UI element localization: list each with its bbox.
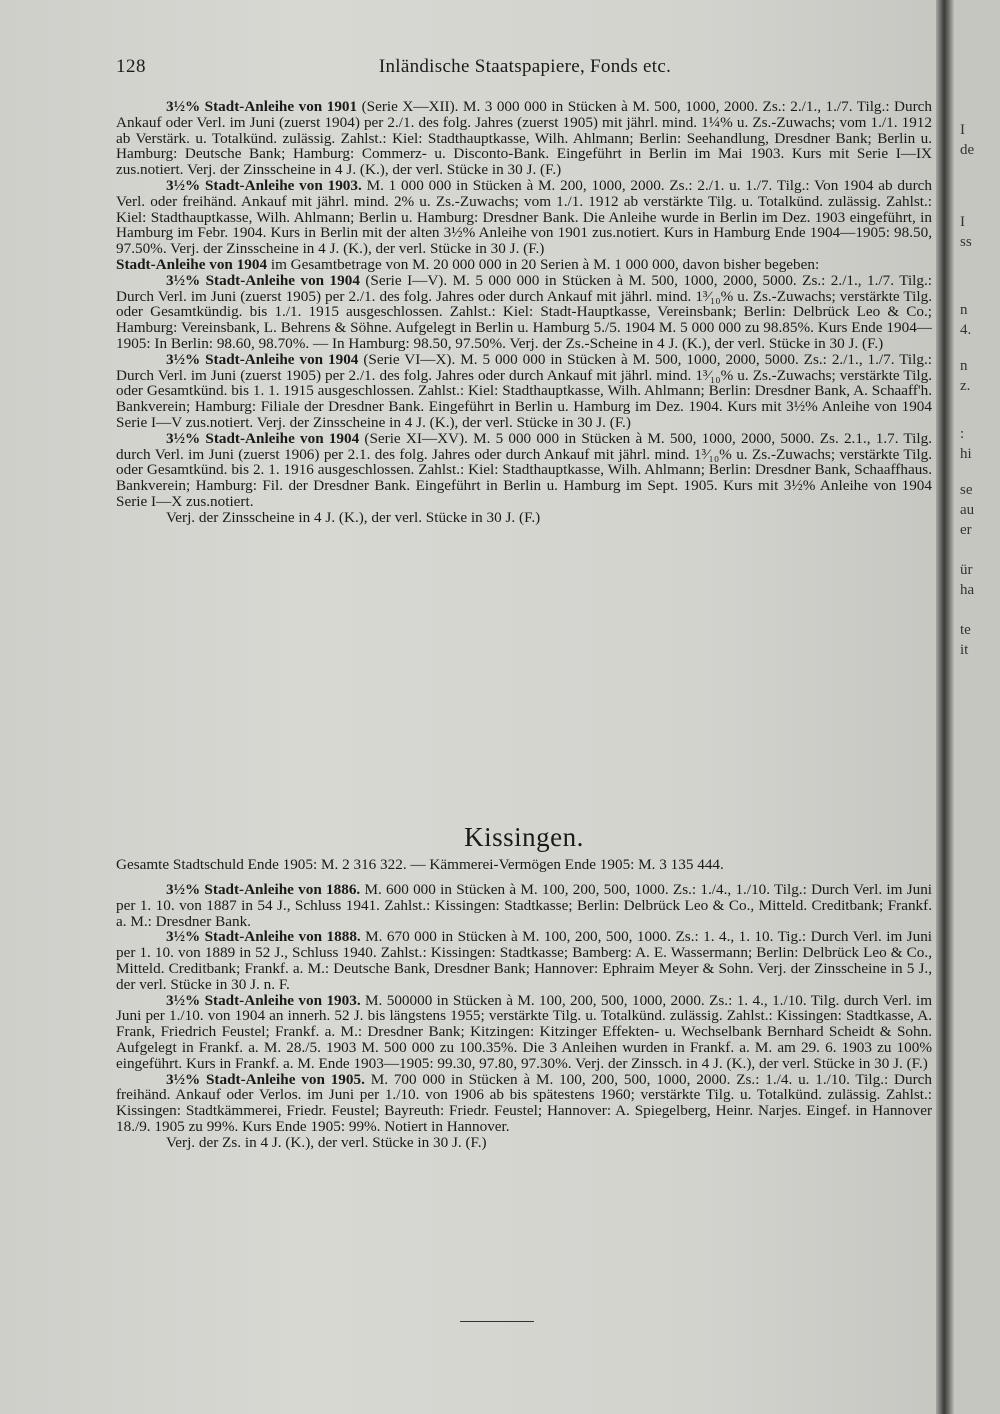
bond-entry <box>116 929 932 992</box>
adjacent-page-fragment: te <box>960 622 971 638</box>
adjacent-page-fragment: ha <box>960 582 975 598</box>
bond-entry <box>116 99 932 178</box>
bond-description: M. 700 000 in Stücken à M. 100, 200, 500, 1000, 2000. Zs.: 1./4. u. 1./10. Tilg.: Durch freihänd. Ankauf oder Verlos. im Juni per 1./10. von 1906 ab bis spätestens 1960; verstärkte Tilg. u. Totalkünd. zulässig. Zahlst.: Kissingen: Stadtkämmerei, Friedr. Feustel; Bayreuth: Friedr. Feustel; Hannover: A. Spiegelberg, Heinr. Narjes. Eingef. in Hannover 18./9. 1905 zu 99%. Kurs Ende 1905: 99%. Notiert in Hannover. <box>116 1070 932 1135</box>
city-summary-text: Gesamte Stadtschuld Ende 1905: M. 2 316 322. — Kämmerei-Vermögen Ende 1905: M. 3 135 444. <box>116 856 724 873</box>
adjacent-page-fragment: n <box>960 302 968 318</box>
bond-entry <box>116 510 932 526</box>
bond-description: Verj. der Zs. in 4 J. (K.), der verl. Stücke in 30 J. (F.) <box>166 1133 487 1151</box>
bond-description: (Serie X—XII). M. 3 000 000 in Stücken à M. 500, 1000, 2000. Zs.: 2./1., 1./7. Tilg.: Durch Ankauf oder Verl. im Juni (zuerst 1904) per 2./1. des folg. Jahres (zuerst 1905) mit jährl. mind. 1¼% u. Zs.-Zuwachs; vom 1./1. 1912 ab Verstärk. u. Totalkünd. zulässig. Zahlst.: Kiel: Stadthauptkasse, Wilh. Ahlmann; Berlin: Seehandlung, Dresdner Bank; Berlin u. Hamburg: Deutsche Bank; Hamburg: Commerz- u. Disconto-Bank. Eingeführt in Berlin im Mai 1903. Kurs mit Serie I—IX zus.notiert. Verj. der Zinsscheine in 4 J. (K.), der verl. Stücke in 30 J. (F.) <box>116 98 932 179</box>
bond-description: (Serie VI—X). M. 5 000 000 in Stücken à M. 500, 1000, 2000, 5000. Zs.: 2./1., 1./7. Tilg.: Durch Verl. im Juni (zuerst 1905) per 2./1. des folg. Jahres oder durch Ankauf mit jährl. mind. 1³⁄₁₀% u. Zs.-Zuwachs; verstärkte Tilg. oder Gesamtkünd. bis 1. 1. 1915 ausgeschlossen. Zahlst.: Kiel: Stadthauptkasse, Wilh. Ahlmann; Berlin: Dresdner Bank, A. Schaaff'h. Bankverein; Hamburg: Filiale der Dresdner Bank. Eingeführt in Berlin u. Hamburg im Dez. 1904. Kurs mit 3½% Anleihe von 1904 Serie I—V zus.notiert. Verj. der Zinsscheine in 4 J. (K.), der verl. Stücke in 30 J. (F.) <box>116 350 932 431</box>
adjacent-page-fragment: n <box>960 358 968 374</box>
bond-entry <box>116 257 932 273</box>
city-title: Kissingen. <box>464 822 584 852</box>
bond-entry <box>116 1135 932 1151</box>
bond-entry <box>116 178 932 257</box>
bond-entry <box>116 273 932 352</box>
bond-heading: 3½% Stadt-Anleihe von 1905. <box>166 1070 365 1088</box>
bond-heading: 3½% Stadt-Anleihe von 1903. <box>166 176 362 194</box>
adjacent-page-fragment: I <box>960 122 965 138</box>
section-kissingen-anleihen <box>116 882 932 1151</box>
bond-description: im Gesamtbetrage von M. 20 000 000 in 20 Serien à M. 1 000 000, davon bisher begeben: <box>267 255 820 273</box>
bond-heading: Stadt-Anleihe von 1904 <box>116 255 268 273</box>
bond-description: (Serie I—V). M. 5 000 000 in Stücken à M. 500, 1000, 2000, 5000. Zs.: 2./1., 1./7. Tilg.: Durch Verl. im Juni (zuerst 1905) per 2./1. des folg. Jahres oder durch Ankauf mit jährl. mind. 1³⁄₁₀% u. Zs.-Zuwachs; verstärkte Tilg. oder Gesamtkündig. bis 1./1. 1915 ausgeschlossen. Zahlst.: Kiel: Stadt-Hauptkasse, Vereinsbank; Berlin: Delbrück Leo & Co.; Hamburg: Vereinsbank, L. Behrens & Söhne. Aufgelegt in Berlin u. Hamburg 5./5. 1904 M. 5 000 000 zu 98.85%. Kurs Ende 1904—1905: In Berlin: 98.60, 98.70%. — In Hamburg: 98.50, 97.50%. Verj. der Zs.-Scheine in 4 J. (K.), der verl. Stücke in 30 J. (F.) <box>116 271 932 352</box>
book-gutter <box>936 0 954 1414</box>
adjacent-page-fragment: au <box>960 502 975 518</box>
page-header <box>116 56 934 82</box>
bond-heading: 3½% Stadt-Anleihe von 1903. <box>166 991 361 1009</box>
adjacent-page-fragment: : <box>960 426 965 442</box>
bond-description: M. 1 000 000 in Stücken à M. 200, 1000, 2000. Zs.: 2./1. u. 1./7. Tilg.: Von 1904 ab durch Verl. oder freihänd. Ankauf mit jährl. mind. 2% u. Zs.-Zuwachs; vom 1./1. 1912 ab verstärkte Tilg. u. Totalkünd. zulässig. Zahlst.: Kiel: Stadthauptkasse, Wilh. Ahlmann; Berlin u. Hamburg: Dresdner Bank. Die Anleihe wurde in Berlin im Dez. 1903 eingeführt, in Hamburg im Febr. 1904. Kurs in Berlin mit der alten 3½% Anleihe von 1901 zus.notiert. Kurs in Hamburg Ende 1904—1905: 98.50, 97.50%. Verj. der Zinsscheine in 4 J. (K.), der verl. Stücke in 30 J. (F.) <box>116 176 932 258</box>
bond-description: (Serie XI—XV). M. 5 000 000 in Stücken à M. 500, 1000, 2000, 5000. Zs. 2.1., 1.7. Tilg. durch Verl. im Juni (zuerst 1906) per 2.1. des folg. Jahres oder durch Ankauf mit jährl. mind. 1³⁄₁₀% u. Zs.-Zuwachs; verstärkte Tilg. oder Gesamtkünd. bis 2. 1. 1916 ausgeschlossen. Zahlst.: Kiel: Stadthauptkasse, Wilh. Ahlmann; Berlin: Dresdner Bank, Schaaffhaus. Bankverein; Hamburg: Fil. der Dresdner Bank. Eingeführt in Berlin u. Hamburg im Sept. 1905. Kurs mit 3½% Anleihe von 1904 Serie I—X zus.notiert. <box>116 429 932 510</box>
adjacent-page-fragment: er <box>960 522 972 538</box>
city-summary <box>116 857 932 873</box>
bond-heading: 3½% Stadt-Anleihe von 1901 <box>166 98 358 115</box>
bond-description: M. 600 000 in Stücken à M. 100, 200, 500, 1000. Zs.: 1./4., 1./10. Tilg.: Durch Verl. im Juni per 1. 10. von 1887 in 54 J., Schluss 1941. Zahlst.: Kissingen: Stadtkasse; Berlin: Delbrück Leo & Co., Mitteld. Creditbank; Frankf. a. M.: Dresdner Bank. <box>116 881 933 930</box>
adjacent-page-fragment: ss <box>960 234 972 250</box>
adjacent-page-fragment: it <box>960 642 969 658</box>
bond-entry <box>116 352 932 431</box>
adjacent-page-fragment: 4. <box>960 322 972 338</box>
bond-heading: 3½% Stadt-Anleihe von 1904 <box>166 429 360 447</box>
bond-heading: 3½% Stadt-Anleihe von 1904 <box>166 350 359 368</box>
bond-description: M. 670 000 in Stücken à M. 100, 200, 500, 1000. Zs.: 1. 4., 1. 10. Tig.: Durch Verl. im Juni per 1. 10. von 1889 in 52 J., Schluss 1940. Zahlst.: Kissingen: Stadtkasse; Bamberg: A. E. Wassermann; Berlin: Delbrück Leo & Co., Mitteld. Creditbank; Frankf. a. M.: Deutsche Bank, Dresdner Bank; Hannover: Ephraim Meyer & Sohn. Verj. der Zinsscheine in 5 J., der verl. Stücke in 30 J. n. F. <box>116 928 933 993</box>
bond-entry <box>116 431 932 510</box>
adjacent-page-fragment: ür <box>960 562 973 578</box>
bond-heading: 3½% Stadt-Anleihe von 1888. <box>166 928 361 946</box>
running-title: Inländische Staatspapiere, Fonds etc. <box>378 56 672 77</box>
bond-description: Verj. der Zinsscheine in 4 J. (K.), der verl. Stücke in 30 J. (F.) <box>166 508 541 526</box>
adjacent-page-fragment: se <box>960 482 973 498</box>
section-stadt-anleihen <box>116 99 932 526</box>
end-rule <box>460 1321 534 1322</box>
bond-heading: 3½% Stadt-Anleihe von 1904 <box>166 271 360 289</box>
adjacent-page-edge <box>954 0 1000 1414</box>
bond-entry <box>116 1072 932 1135</box>
adjacent-page-fragment: z. <box>960 378 971 394</box>
bond-description: M. 500000 in Stücken à M. 100, 200, 500, 1000, 2000. Zs.: 1. 4., 1./10. Tilg. durch Verl. im Juni per 1./10. von 1904 an innerh. 52 J. bis längstens 1955; verstärkte Tilg. u. Totalkünd. zulässig. Zahlst.: Kissingen: Stadtkasse, A. Frank, Friedrich Feustel; Frankf. a. M.: Dresdner Bank; Kitzingen: Kitzinger Effekten- u. Wechselbank Bernhard Scheidt & Sohn. Aufgelegt in Frankf. a. M. 28./5. 1903 M. 500 000 zu 100.35%. Die 3 Anleihen wurden in Frankf. a. M. am 29. 6. 1903 zu 100% eingeführt. Kurs in Frankf. a. M. Ende 1903—1905: 99.30, 97.80, 97.30%. Verj. der Zinssch. in 4 J. (K.), der verl. Stücke in 30 J. (F.) <box>116 991 933 1072</box>
adjacent-page-fragment: de <box>960 142 975 158</box>
adjacent-page-fragment: I <box>960 214 965 230</box>
bond-entry <box>116 882 932 929</box>
page-number: 128 <box>116 56 146 77</box>
bond-heading: 3½% Stadt-Anleihe von 1886. <box>166 881 361 898</box>
bond-entry <box>116 993 932 1072</box>
adjacent-page-fragment: hi <box>960 446 972 462</box>
